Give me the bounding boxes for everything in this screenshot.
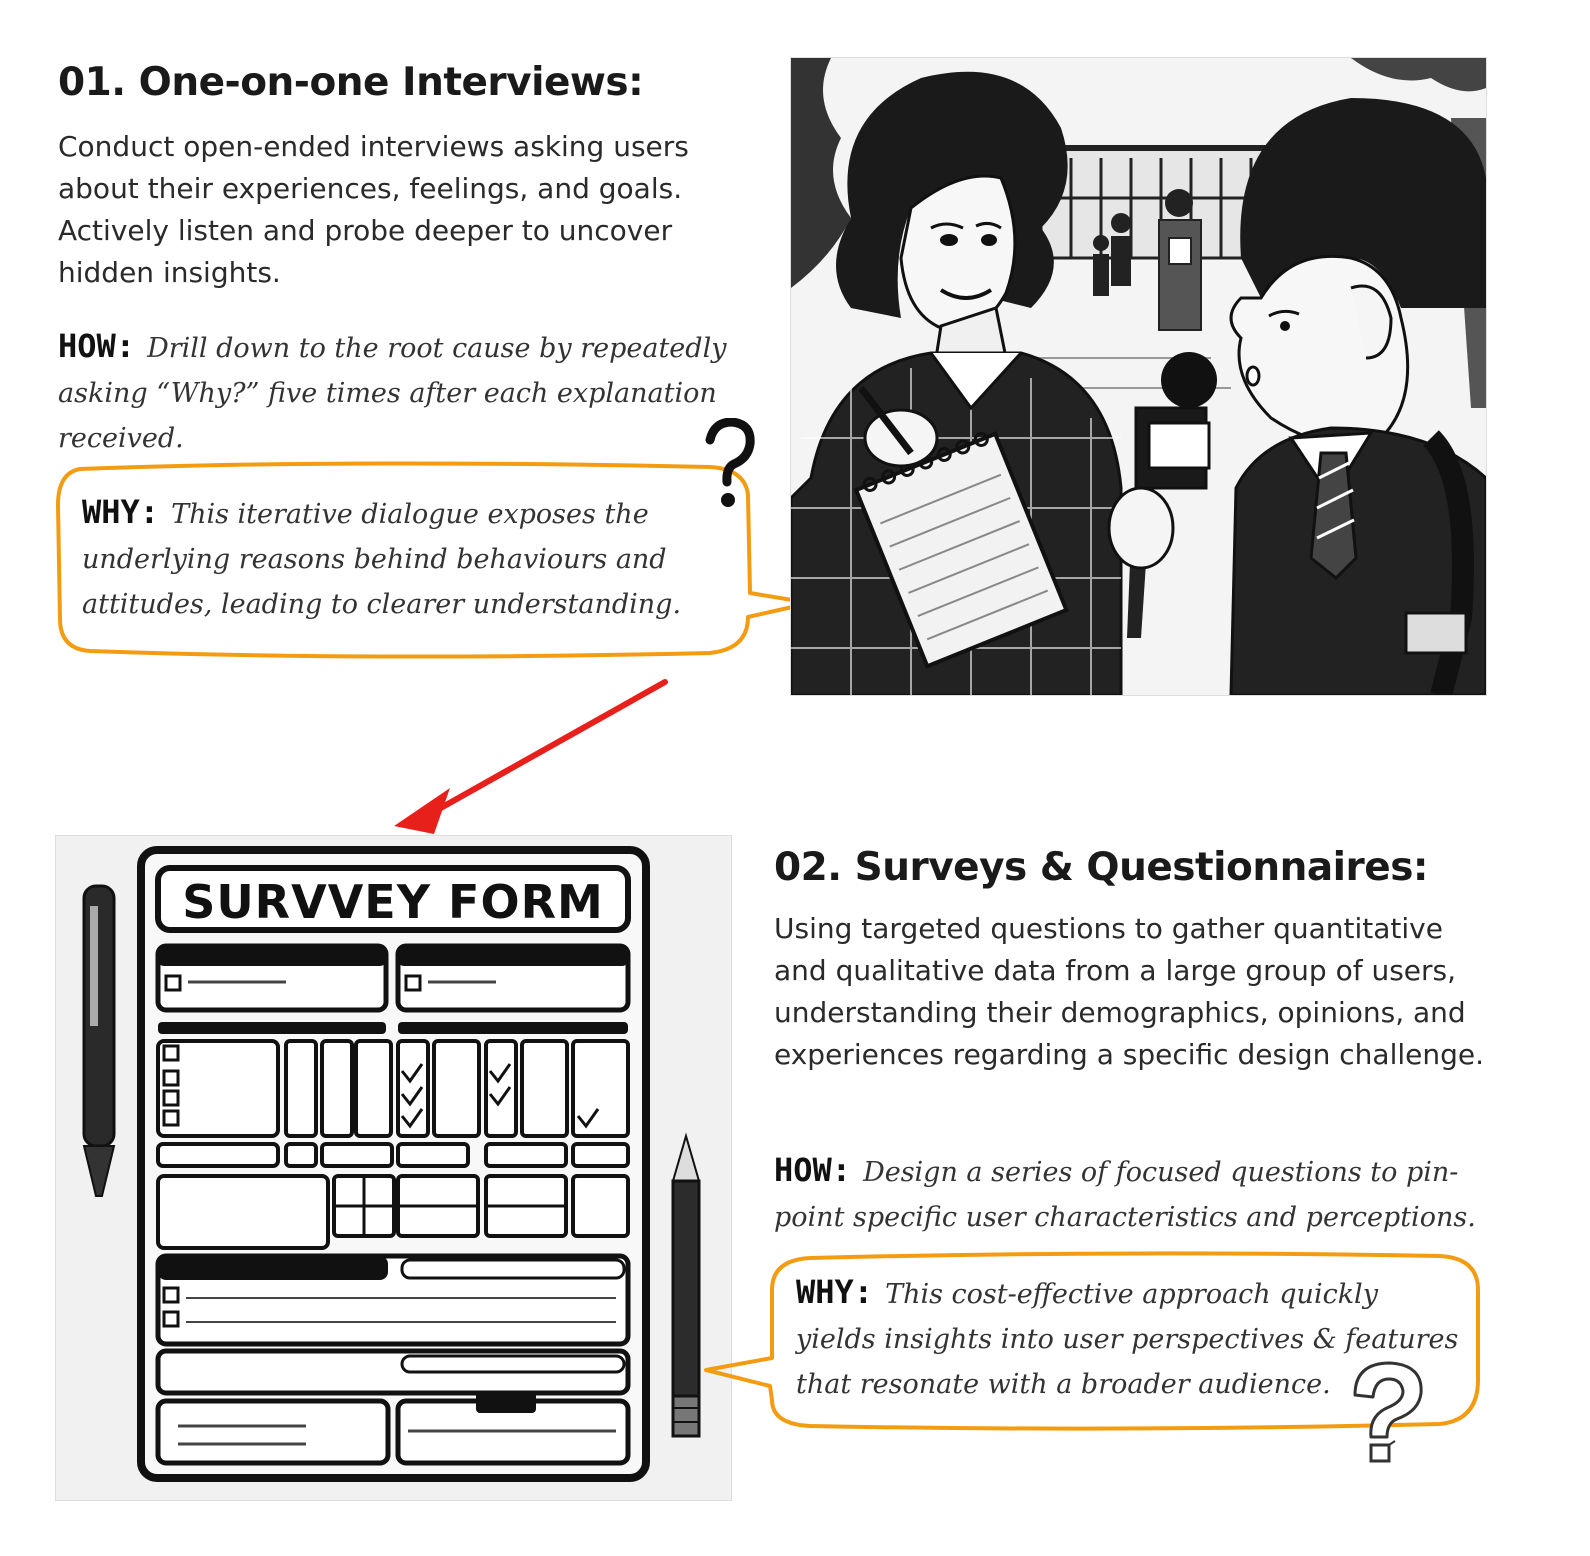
section1-why-label: WHY: — [82, 493, 160, 531]
question-mark-icon — [700, 418, 760, 513]
section2-title: 02. Surveys & Questionnaires: — [774, 845, 1429, 890]
section2-why-text: This cost-effective approach quickly yields insights into user perspectives & features that resonate with a broader audience. — [796, 1279, 1459, 1400]
interview-illustration — [790, 57, 1487, 696]
section1-how — [58, 324, 758, 461]
arrow-icon — [380, 672, 680, 842]
question-mark-icon — [1335, 1355, 1435, 1470]
section2-how-label: HOW: — [774, 1151, 852, 1189]
survey-form-heading: SURVVEY FORM — [182, 875, 604, 929]
section1-description: Conduct open-ended interviews asking users about their experiences, feelings, and goals. Actively listen and probe deeper to uncover hidden insights. — [58, 130, 689, 289]
pen-icon — [84, 886, 114, 1196]
section2-why-label: WHY: — [796, 1273, 874, 1311]
section1-how-label: HOW: — [58, 327, 136, 365]
section1-title: 01. One-on-one Interviews: — [58, 60, 644, 105]
section1-why-text: This iterative dialogue exposes the underlying reasons behind behaviours and attitudes, leading to clearer understanding. — [82, 499, 682, 620]
section1-how-text: Drill down to the root cause by repeatedly asking “Why?” five times after each explanation received. — [58, 333, 727, 454]
pencil-icon — [673, 1136, 699, 1436]
section2-how-text: Design a series of focused questions to pin-point specific user characteristics and perceptions. — [774, 1157, 1476, 1233]
section1-why — [82, 490, 722, 627]
section2-description: Using targeted questions to gather quantitative and qualitative data from a large group of users, understanding their demographics, opinions, and experiences regarding a specific design challenge. — [774, 912, 1484, 1071]
section2-how — [774, 1148, 1484, 1240]
survey-illustration — [55, 835, 732, 1501]
